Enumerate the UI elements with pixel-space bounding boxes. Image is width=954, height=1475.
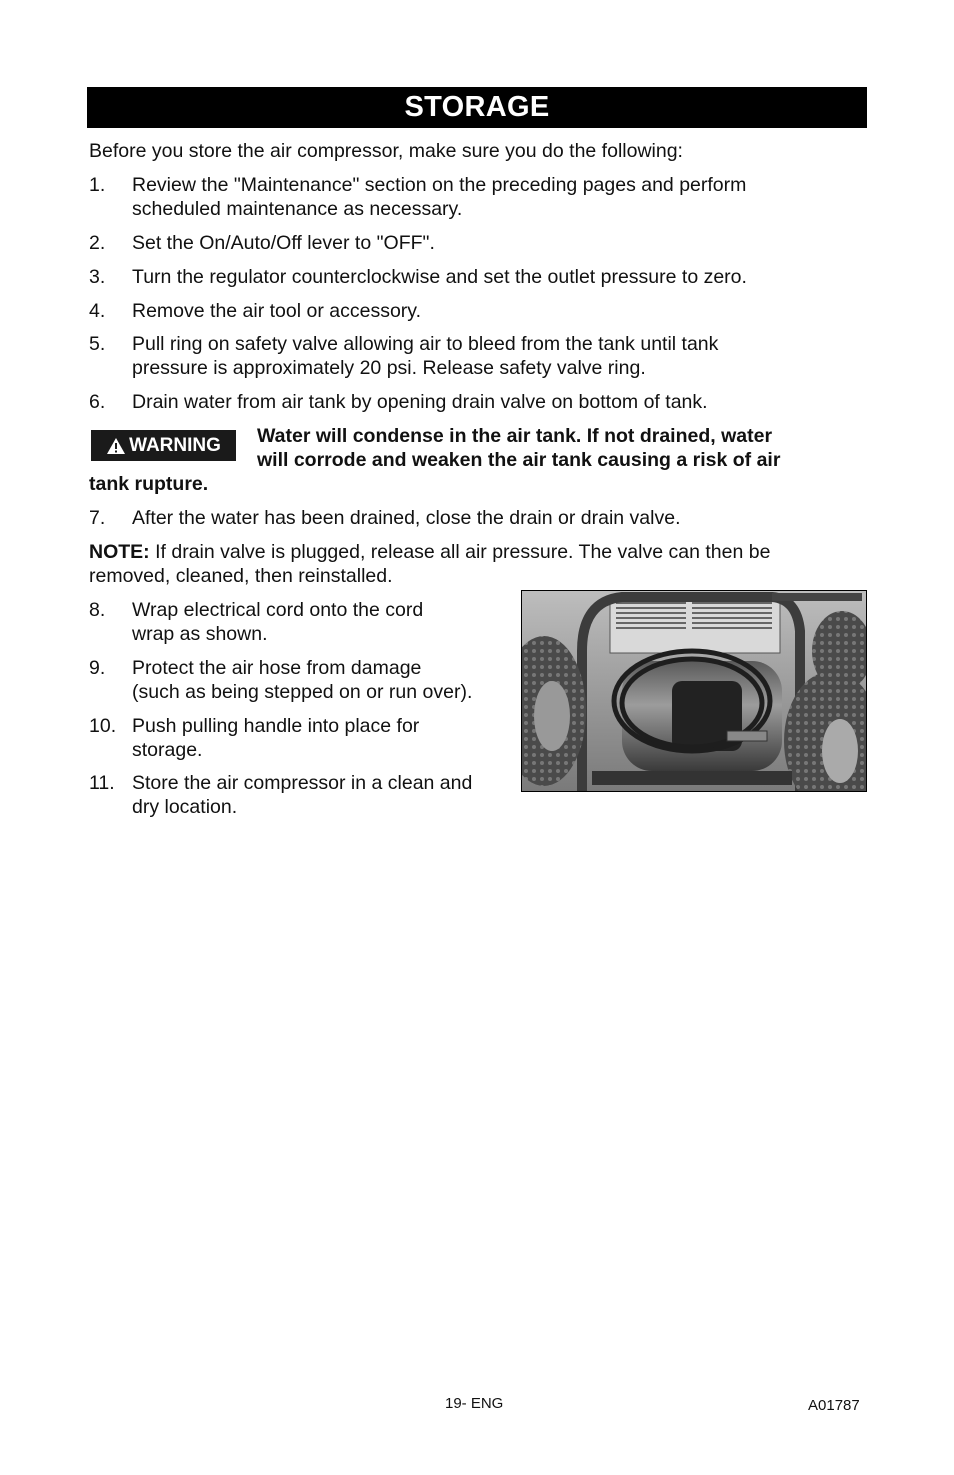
note-label: NOTE: <box>89 541 150 563</box>
warning-label: WARNING <box>129 435 221 456</box>
warning-triangle-icon <box>106 437 126 455</box>
warning-badge <box>91 430 236 461</box>
warning-text-line1: Water will condense in the air tank. If not drained, water <box>257 425 773 447</box>
warning-text-line2: will corrode and weaken the air tank causing a risk of air <box>257 449 781 471</box>
warning-text-line3: tank rupture. <box>89 473 209 495</box>
note-text-line2: removed, cleaned, then reinstalled. <box>89 565 393 587</box>
document-code: A01787 <box>808 1397 860 1414</box>
compressor-illustration <box>522 591 866 791</box>
note-paragraph <box>89 540 869 588</box>
page-number: 19- ENG <box>445 1395 504 1412</box>
section-title: STORAGE <box>87 87 867 128</box>
compressor-photo <box>521 590 867 792</box>
intro-text: Before you store the air compressor, make sure you do the following: <box>89 140 683 162</box>
note-text-line1: If drain valve is plugged, release all air pressure. The valve can then be <box>149 541 771 563</box>
